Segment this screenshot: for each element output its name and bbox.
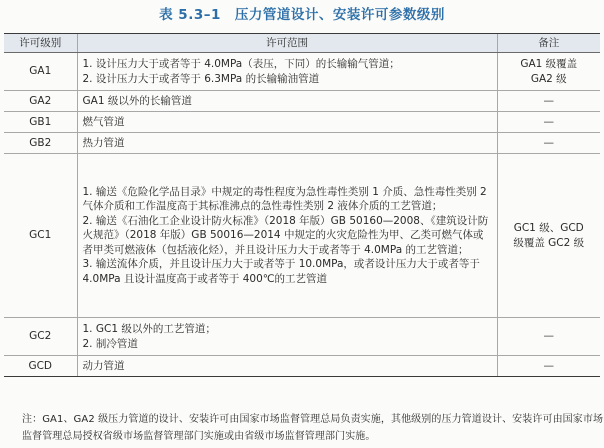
note-line: GA1 级覆盖: [520, 58, 578, 70]
scope-line: 2. 输送《石油化工企业设计防火标准》（2018 年版）GB 50160—2008、《建筑设计防火规范》（2018 年版）GB 50016—2014 中规定的火灾危险性为甲、乙类可燃气体或者甲类可燃液体（包括液化烃），并且设计压力大于或者等于 4.0MPa 的工艺管道；: [82, 214, 489, 256]
note-cell: —: [497, 133, 600, 154]
note-cell: —: [497, 112, 600, 133]
header-note: 备注: [497, 34, 600, 53]
level-cell: GB1: [4, 112, 77, 133]
table-row: [4, 356, 600, 377]
note-cell: [497, 154, 600, 318]
table-row: [4, 112, 600, 133]
note-cell: —: [497, 91, 600, 112]
scope-line: 1. 输送《危险化学品目录》中规定的毒性程度为急性毒性类别 1 介质、急性毒性类别 2 气体介质和工作温度高于其标准沸点的急性毒性类别 2 液体介质的工艺管道；: [82, 185, 487, 213]
level-cell: GC1: [4, 154, 77, 318]
scope-cell: 动力管道: [77, 356, 497, 377]
level-cell: GA1: [4, 53, 77, 91]
table-row: [4, 154, 600, 318]
license-level-table: [4, 33, 600, 377]
note-cell: [497, 53, 600, 91]
scope-cell: 燃气管道: [77, 112, 497, 133]
scope-line: 1. 设计压力大于或者等于 4.0MPa（表压，下同）的长输输气管道；: [82, 58, 400, 70]
level-cell: GCD: [4, 356, 77, 377]
note-line: 级覆盖 GC2 级: [513, 236, 585, 249]
scope-line: 3. 输送流体介质，并且设计压力大于或者等于 10.0MPa，或者设计压力大于或者等于 4.0MPa 且设计温度高于或者等于 400℃的工艺管道: [82, 258, 480, 285]
note-line: GC1 级、GCD: [513, 222, 584, 234]
scope-line: 2. 设计压力大于或者等于 6.3MPa 的长输输油管道: [82, 72, 320, 85]
note-cell: —: [497, 318, 600, 356]
header-level: 许可级别: [4, 34, 77, 53]
table-row: [4, 91, 600, 112]
table-footnote: 注：GA1、GA2 级压力管道的设计、安装许可由国家市场监督管理总局负责实施，其他级别的压力管道设计、安装许可由国家市场监督管理总局授权省级市场监督管理部门实施或由省级市场监督管理部门实施。: [22, 414, 604, 442]
table-row: [4, 133, 600, 154]
level-cell: GA2: [4, 91, 77, 112]
table-title-text: 压力管道设计、安装许可参数级别: [234, 7, 445, 23]
scope-line: 1. GC1 级以外的工艺管道；: [82, 323, 216, 335]
scope-cell: GA1 级以外的长输管道: [77, 91, 497, 112]
level-cell: GB2: [4, 133, 77, 154]
scope-cell: [77, 154, 497, 318]
table-row: [4, 53, 600, 91]
table-title: [0, 4, 604, 26]
table-row: [4, 318, 600, 356]
note-line: GA2 级: [530, 72, 567, 85]
header-scope: 许可范围: [77, 34, 497, 53]
scope-line: 2. 制冷管道: [82, 337, 138, 350]
scope-cell: [77, 318, 497, 356]
scope-cell: 热力管道: [77, 133, 497, 154]
table-number: 表 5.3–1: [159, 7, 221, 23]
scope-cell: [77, 53, 497, 91]
level-cell: GC2: [4, 318, 77, 356]
table-header-row: [4, 34, 600, 53]
note-cell: —: [497, 356, 600, 377]
